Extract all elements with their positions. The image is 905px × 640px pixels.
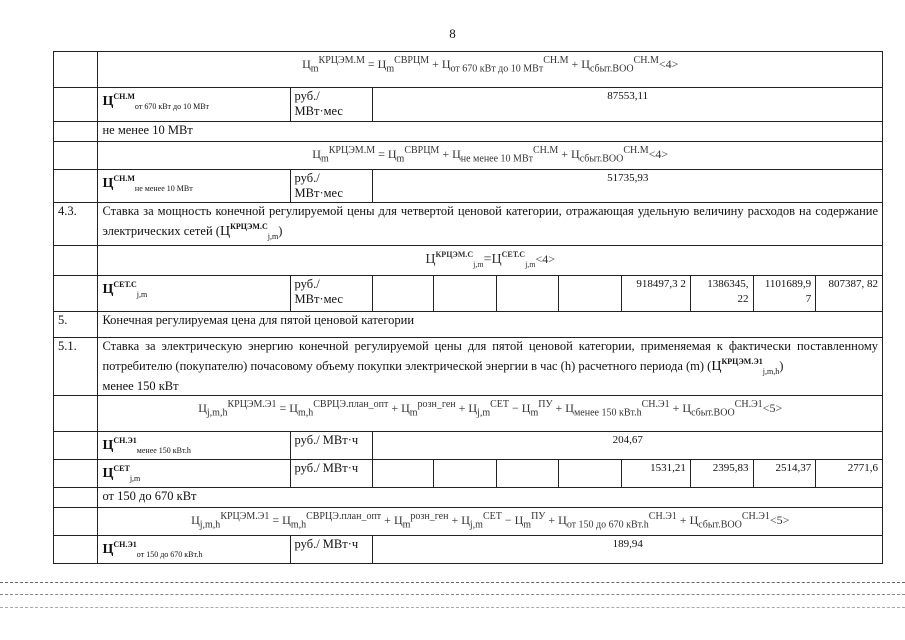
scan-artifact-line [0, 607, 905, 608]
row-description: Конечная регулируемая цена для пятой ценовой категории [98, 312, 883, 338]
table-row [54, 52, 883, 88]
table-row [54, 396, 883, 432]
table-row [54, 170, 883, 203]
unit-cell: руб./ МВт·мес [290, 88, 373, 122]
table-row [54, 508, 883, 536]
unit-cell: руб./ МВт·ч [290, 432, 373, 460]
row-number-cell: 5.1. [54, 338, 98, 396]
value-cell: 1386345, 22 [690, 276, 753, 312]
symbol-cell: $Ц^{СН.М}_{не менее 10 МВт}$ [98, 170, 290, 203]
symbol-cell: $Ц^{СЕТ.С}_{j,m}$ [98, 276, 290, 312]
symbol-cell: $Ц^{СН.Э1}_{от 150 до 670 кВт.h}$ [98, 536, 290, 564]
section-label: не менее 10 МВт [98, 122, 883, 142]
table-row [54, 338, 883, 396]
value-cell: 807387, 82 [816, 276, 883, 312]
value-cell: 51735,93 [373, 170, 883, 203]
unit-cell: руб./ МВт·мес [290, 170, 373, 203]
unit-cell: руб./ МВт·мес [290, 276, 373, 312]
symbol-cell: $Ц^{СН.М}_{от 670 кВт до 10 МВт}$ [98, 88, 290, 122]
unit-cell: руб./ МВт·ч [290, 536, 373, 564]
formula-text: $Ц_{j,m,h}^{КРЦЭМ.Э1} = Ц_{m,h}^{СВРЦЭ.план\_опт} + Ц_m^{розн\_ген} + Ц_{j,m}^{СЕТ} - Ц_m^{ПУ} + Ц_{от 150 до 670 кВт.h}^{СН.Э1} + Ц_{сбыт.ВОО}^{СН.Э1}<5>$ [191, 511, 790, 531]
formula-krcem-e1-150-670 [98, 508, 883, 536]
formula-krcem-m-670 [98, 52, 883, 88]
value-cell: 1101689,9 7 [753, 276, 816, 312]
row-description: Ставка за мощность конечной регулируемой цены для четвертой ценовой категории, отражающая удельную величину расходов на содержание электрических сетей $(Ц^{КРЦЭМ.С}_{j,m})$ [98, 203, 883, 246]
table-row [54, 460, 883, 488]
formula-text: $Ц_{j,m,h}^{КРЦЭМ.Э1} = Ц_{m,h}^{СВРЦЭ.план\_опт} + Ц_m^{розн\_ген} + Ц_{j,m}^{СЕТ} - Ц_m^{ПУ} + Ц_{менее 150 кВт.h}^{СН.Э1} + Ц_{сбыт.ВОО}^{СН.Э1}<5>$ [198, 399, 783, 419]
table-row [54, 246, 883, 276]
table-row [54, 122, 883, 142]
value-cell: 2514,37 [753, 460, 816, 488]
row-number-cell [54, 52, 98, 88]
page-number: 8 [449, 26, 456, 41]
row-description: Ставка за электрическую энергию конечной регулируемой цены для пятой ценовой категории, применяемая к фактически поставленному потребителю (покупателю) почасовому объему покупки электрической энергии в час (h) расчетного периода (m) $(Ц^{КРЦЭМ.Э1}_{j,m,h})$ менее 150 кВт [98, 338, 883, 396]
value-cell: 918497,3 2 [622, 276, 691, 312]
symbol-cell: $Ц^{СЕТ}_{j,m}$ [98, 460, 290, 488]
section-label: менее 150 кВт [102, 379, 179, 393]
table-row [54, 276, 883, 312]
value-cell: 1531,21 [622, 460, 691, 488]
table-row [54, 488, 883, 508]
value-cell: 2395,83 [690, 460, 753, 488]
formula-text: $Ц_m^{КРЦЭМ.М} = Ц_m^{СВРЦМ} + Ц_{не менее 10 МВт}^{СН.М} + Ц_{сбыт.ВОО}^{СН.М}<4>$ [312, 145, 669, 165]
scan-artifact-line [0, 582, 905, 583]
table-row [54, 142, 883, 170]
value-cell: 189,94 [373, 536, 883, 564]
symbol-cell: $Ц^{СН.Э1}_{менее 150 кВт.h}$ [98, 432, 290, 460]
unit-cell: руб./ МВт·ч [290, 460, 373, 488]
scan-artifact-line [0, 594, 905, 595]
table-row [54, 203, 883, 246]
table-row [54, 88, 883, 122]
table-row [54, 312, 883, 338]
value-cell: 87553,11 [373, 88, 883, 122]
formula-krcem-e1-150 [98, 396, 883, 432]
tariff-table [53, 51, 883, 564]
row-number-cell: 4.3. [54, 203, 98, 246]
value-cell: 204,67 [373, 432, 883, 460]
table-row [54, 536, 883, 564]
formula-text: $Ц_m^{КРЦЭМ.М} = Ц_m^{СВРЦМ} + Ц_{от 670 кВт до 10 МВт}^{СН.М} + Ц_{сбыт.ВОО}^{СН.М}<4>$ [302, 55, 679, 75]
section-label: от 150 до 670 кВт [98, 488, 883, 508]
value-cell: 2771,6 [816, 460, 883, 488]
formula-krcem-c: $Ц^{КРЦЭМ.С}_{j,m}=Ц^{СЕТ.С}_{j,m}<4>$ [98, 246, 883, 276]
row-number-cell: 5. [54, 312, 98, 338]
table-row [54, 432, 883, 460]
formula-krcem-m-10mw [98, 142, 883, 170]
